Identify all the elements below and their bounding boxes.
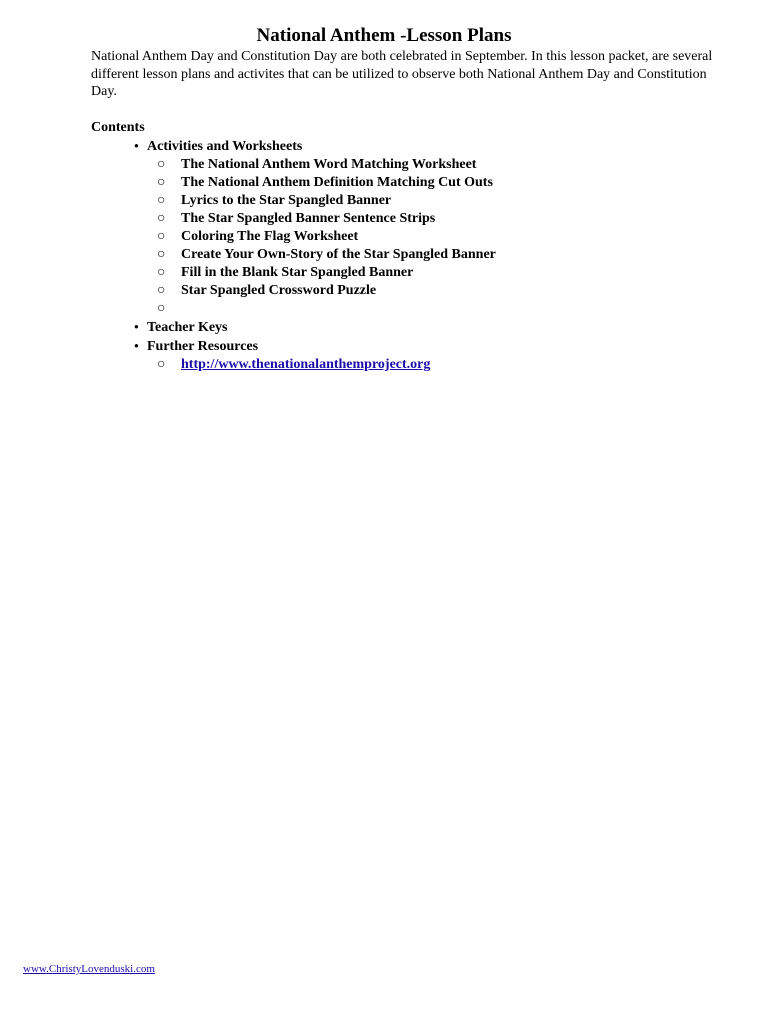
footer-link[interactable]: www.ChristyLovenduski.com bbox=[23, 963, 155, 975]
list-item-label: Star Spangled Crossword Puzzle bbox=[181, 283, 377, 298]
circle-bullet-icon: ○ bbox=[157, 357, 166, 372]
list-item-label: The National Anthem Definition Matching Cut Outs bbox=[181, 175, 493, 190]
section-label: Activities and Worksheets bbox=[147, 139, 303, 154]
circle-bullet-icon: ○ bbox=[157, 193, 166, 208]
list-item-label: Coloring The Flag Worksheet bbox=[181, 229, 359, 244]
circle-bullet-icon: ○ bbox=[157, 265, 166, 280]
circle-bullet-icon: ○ bbox=[157, 301, 166, 316]
contents-heading: Contents bbox=[91, 120, 145, 135]
list-item bbox=[157, 300, 496, 318]
list-item bbox=[157, 156, 496, 174]
list-item bbox=[157, 228, 496, 246]
contents-section-activities bbox=[134, 137, 496, 318]
section-label: Further Resources bbox=[147, 339, 259, 354]
bullet-icon: ● bbox=[134, 322, 139, 331]
activities-list bbox=[134, 156, 496, 318]
circle-bullet-icon: ○ bbox=[157, 283, 166, 298]
bullet-icon: ● bbox=[134, 341, 139, 350]
circle-bullet-icon: ○ bbox=[157, 211, 166, 226]
circle-bullet-icon: ○ bbox=[157, 229, 166, 244]
list-item-label: Fill in the Blank Star Spangled Banner bbox=[181, 265, 414, 280]
section-label: Teacher Keys bbox=[147, 320, 228, 335]
list-item-label: The Star Spangled Banner Sentence Strips bbox=[181, 211, 436, 226]
list-item bbox=[157, 264, 496, 282]
list-item bbox=[157, 246, 496, 264]
list-item-label: The National Anthem Word Matching Worksheet bbox=[181, 157, 477, 172]
circle-bullet-icon: ○ bbox=[157, 157, 166, 172]
list-item bbox=[157, 192, 496, 210]
bullet-icon: ● bbox=[134, 141, 139, 150]
contents-section-teacher-keys bbox=[134, 318, 496, 337]
contents-section-further-resources bbox=[134, 337, 496, 374]
contents-list bbox=[134, 137, 496, 374]
intro-paragraph: National Anthem Day and Constitution Day are both celebrated in September. In this lesson packet, are several different lesson plans and activites that can be utilized to observe both National Anthem Day and Constitution Day. bbox=[91, 49, 713, 99]
circle-bullet-icon: ○ bbox=[157, 247, 166, 262]
resources-list bbox=[134, 356, 496, 374]
list-item bbox=[157, 356, 496, 374]
page-title: National Anthem -Lesson Plans bbox=[256, 25, 512, 46]
resource-link[interactable]: http://www.thenationalanthemproject.org bbox=[181, 357, 431, 372]
list-item-label: Lyrics to the Star Spangled Banner bbox=[181, 193, 392, 208]
circle-bullet-icon: ○ bbox=[157, 175, 166, 190]
list-item bbox=[157, 282, 496, 300]
list-item bbox=[157, 174, 496, 192]
list-item bbox=[157, 210, 496, 228]
list-item-label: Create Your Own-Story of the Star Spangled Banner bbox=[181, 247, 496, 262]
